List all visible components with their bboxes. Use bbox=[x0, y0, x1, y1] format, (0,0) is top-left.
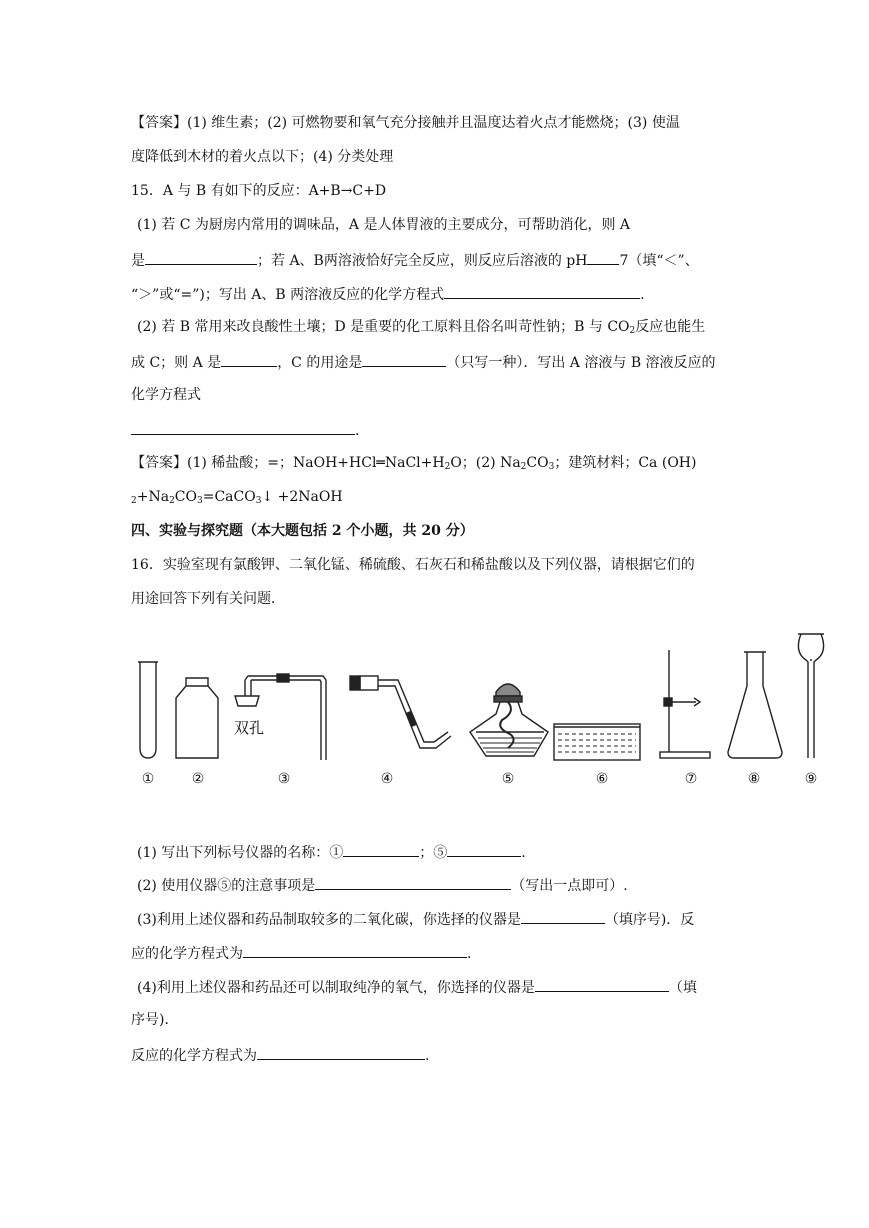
q16-text: . bbox=[467, 946, 472, 962]
conical-flask-icon bbox=[728, 652, 782, 758]
q15-part2-line2 bbox=[131, 351, 716, 373]
q15-part2-line1 bbox=[137, 317, 705, 341]
answer-text: CO bbox=[174, 489, 197, 505]
q16-sub2 bbox=[137, 874, 628, 896]
subscript: 3 bbox=[197, 496, 203, 506]
apparatus-label: ⑤ bbox=[501, 771, 515, 787]
answer-text: ；建筑材料；Ca (OH) bbox=[554, 455, 697, 471]
q15-text: (2) 若 B 常用来改良酸性土壤；D 是重要的化工原料且俗名叫苛性钠；B 与 CO bbox=[137, 319, 630, 335]
q16-text: 反应的化学方程式为 bbox=[131, 1048, 257, 1064]
q16-sub3-line1 bbox=[137, 908, 694, 930]
stopper-label: 双孔 bbox=[234, 719, 265, 737]
apparatus-figure bbox=[130, 630, 830, 790]
q15-stem: 15．A 与 B 有如下的反应：A+B→C+D bbox=[131, 183, 387, 199]
q15-part2-line4 bbox=[131, 419, 359, 441]
answer-text: CO bbox=[526, 455, 549, 471]
apparatus-label: ⑥ bbox=[595, 771, 609, 787]
q16-text: (2) 使用仪器⑤的注意事项是 bbox=[137, 878, 316, 894]
answer-text: 【答案】(1) 稀盐酸；=；NaOH+HCl═NaCl+H bbox=[131, 455, 445, 471]
q15-text: . bbox=[640, 287, 645, 303]
q16-text: . bbox=[521, 845, 526, 861]
q15-text: 反应也能生 bbox=[635, 319, 706, 335]
q15-text: 是 bbox=[131, 253, 145, 269]
gas-bottle-icon bbox=[176, 678, 218, 758]
answer-blank-co2-apparatus[interactable] bbox=[521, 908, 605, 924]
answer-blank-precaution[interactable] bbox=[315, 874, 511, 890]
subscript: 2 bbox=[520, 462, 527, 472]
apparatus-label: ⑦ bbox=[684, 771, 698, 787]
q15-text: “＞”或“=”)；写出 A、B 两溶液反应的化学方程式 bbox=[131, 287, 445, 303]
funnel-icon bbox=[798, 634, 824, 758]
q16-stem-line1: 16．实验室现有氯酸钾、二氧化锰、稀硫酸、石灰石和稀盐酸以及下列仪器，请根据它们的 bbox=[131, 557, 695, 573]
bent-tube-icon bbox=[350, 676, 451, 748]
answer-blank-o2-apparatus[interactable] bbox=[535, 976, 669, 992]
q16-text: 应的化学方程式为 bbox=[131, 946, 243, 962]
subscript: 2 bbox=[131, 496, 137, 506]
apparatus-label: ③ bbox=[277, 771, 291, 787]
apparatus-label: ① bbox=[141, 771, 155, 787]
q15-text: 成 C；则 A 是 bbox=[131, 355, 222, 371]
q15-text: 7（填“＜”、 bbox=[619, 253, 699, 269]
subscript: 2 bbox=[169, 496, 175, 506]
test-tube-icon bbox=[138, 662, 158, 758]
answer-blank-use[interactable] bbox=[362, 351, 446, 367]
answer15-line2 bbox=[131, 487, 343, 511]
answer14-line2: 度降低到木材的着火点以下；(4) 分类处理 bbox=[131, 149, 394, 165]
q16-sub4-line2: 序号)． bbox=[131, 1012, 179, 1028]
q15-part2-line3: 化学方程式 bbox=[131, 387, 201, 403]
answer-blank-name1[interactable] bbox=[343, 841, 419, 857]
q15-text: . bbox=[355, 423, 360, 439]
q16-text: . bbox=[425, 1048, 430, 1064]
q16-text: ；⑤ bbox=[419, 845, 448, 861]
q15-part1-line1: (1) 若 C 为厨房内常用的调味品，A 是人体胃液的主要成分，可帮助消化，则 A bbox=[137, 217, 631, 233]
apparatus-label: ⑨ bbox=[804, 771, 818, 787]
q16-sub4-line1 bbox=[137, 976, 697, 998]
q15-text: ，C 的用途是 bbox=[277, 355, 363, 371]
q15-part1-line3 bbox=[131, 283, 645, 305]
answer-blank-equation2[interactable] bbox=[131, 419, 355, 435]
answer-blank-ph[interactable] bbox=[587, 249, 619, 265]
apparatus-label: ④ bbox=[380, 771, 394, 787]
answer-text: +Na bbox=[136, 489, 170, 505]
q16-text: （写出一点即可）. bbox=[511, 878, 628, 894]
alcohol-lamp-icon bbox=[470, 684, 548, 756]
q15-part1-line2 bbox=[131, 249, 699, 271]
answer-blank-a2[interactable] bbox=[221, 351, 277, 367]
q16-sub1 bbox=[137, 841, 526, 863]
iron-stand-icon bbox=[660, 650, 710, 758]
subscript: 3 bbox=[255, 496, 262, 506]
q15-text: （只写一种）．写出 A 溶液与 B 溶液反应的 bbox=[446, 355, 716, 371]
answer-text: ↓ +2NaOH bbox=[261, 489, 343, 505]
answer-blank-name5[interactable] bbox=[447, 841, 521, 857]
answer-text: =CaCO bbox=[202, 489, 256, 505]
subscript: 2 bbox=[444, 462, 451, 472]
answer14-line1: 【答案】(1) 维生素；(2) 可燃物要和氧气充分接触并且温度达着火点才能燃烧；(3) 使温 bbox=[131, 115, 680, 131]
answer-blank-equation[interactable] bbox=[444, 283, 640, 299]
q16-text: （填 bbox=[668, 980, 697, 996]
subscript: 3 bbox=[548, 462, 555, 472]
answer-blank-o2-equation[interactable] bbox=[257, 1044, 425, 1060]
water-trough-icon bbox=[554, 724, 640, 760]
stopper-tube-icon bbox=[235, 674, 326, 760]
q16-sub3-line2 bbox=[131, 942, 471, 964]
q16-text: (4)利用上述仪器和药品还可以制取纯净的氧气，你选择的仪器是 bbox=[137, 980, 535, 996]
subscript: 2 bbox=[629, 326, 636, 336]
answer-text: O；(2) Na bbox=[450, 455, 521, 471]
apparatus-label: ② bbox=[191, 771, 205, 787]
q16-stem-line2: 用途回答下列有关问题． bbox=[131, 591, 285, 607]
apparatus-label: ⑧ bbox=[747, 771, 761, 787]
answer-blank-co2-equation[interactable] bbox=[243, 942, 467, 958]
section-heading: 四、实验与探究题（本大题包括 2 个小题，共 20 分） bbox=[131, 523, 474, 539]
q16-sub4-line3 bbox=[131, 1044, 429, 1066]
answer15-line1 bbox=[131, 453, 696, 477]
q16-text: (1) 写出下列标号仪器的名称：① bbox=[137, 845, 344, 861]
q15-text: ；若 A、B两溶液恰好完全反应，则反应后溶液的 pH bbox=[257, 253, 588, 269]
q16-text: (3)利用上述仪器和药品制取较多的二氧化碳，你选择的仪器是 bbox=[137, 912, 521, 928]
answer-blank-a[interactable] bbox=[145, 249, 257, 265]
q16-text: （填序号)．反 bbox=[604, 912, 695, 928]
